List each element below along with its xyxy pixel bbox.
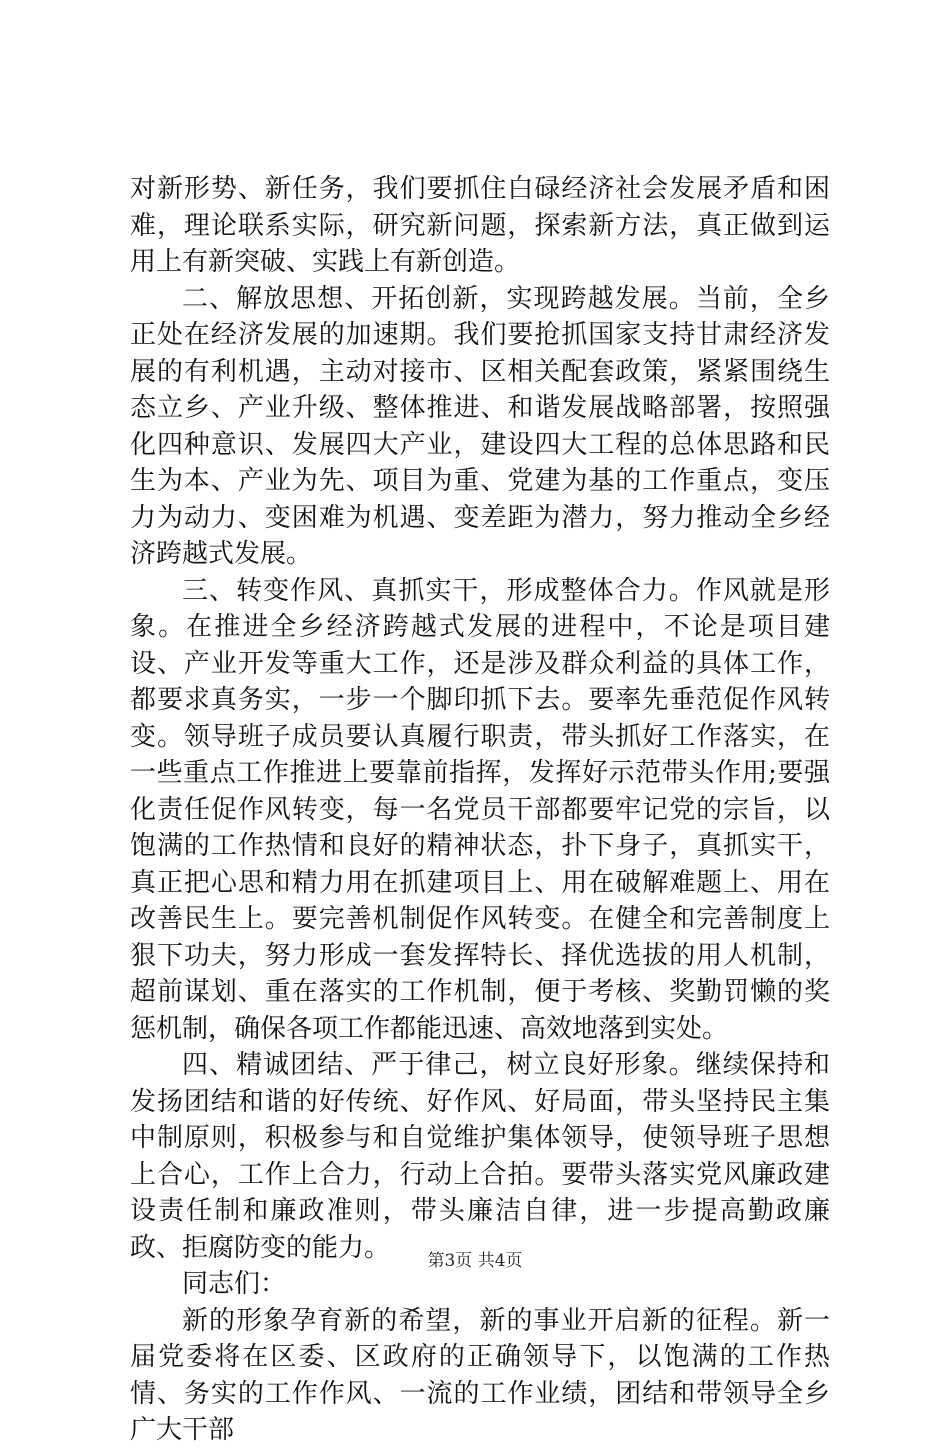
paragraph-continuation: 对新形势、新任务，我们要抓住白碌经济社会发展矛盾和困难，理论联系实际，研究新问题，探索新方法，真正做到运用上有新突破、实践上有新创造。 xyxy=(130,174,830,277)
paragraph-section-two: 二、解放思想、开拓创新，实现跨越发展。当前，全乡正处在经济发展的加速期。我们要抢抓国家支持甘肃经济发展的有利机遇，主动对接市、区相关配套政策，紧紧围绕生态立乡、产业升级、整体推进、和谐发展战略部署，按照强化四种意识、发展四大产业，建设四大工程的总体思路和民生为本、产业为先、项目为重、党建为基的工作重点，变压力为动力、变困难为机遇、变差距为潜力，努力推动全乡经济跨越式发展。 xyxy=(130,283,830,569)
paragraph-salutation: 同志们： xyxy=(182,1269,287,1299)
paragraph-section-four: 四、精诚团结、严于律己，树立良好形象。继续保持和发扬团结和谐的好传统、好作风、好局面，带头坚持民主集中制原则，积极参与和自觉维护集体领导，使领导班子思想上合心，工作上合力，行动上合拍。要带头落实党风廉政建设责任制和廉政准则，带头廉洁自律，进一步提高勤政廉政、拒腐防变的能力。 xyxy=(130,1050,830,1263)
paragraph-section-three: 三、转变作风、真抓实干，形成整体合力。作风就是形象。在推进全乡经济跨越式发展的进程中，不论是项目建设、产业开发等重大工作，还是涉及群众利益的具体工作，都要求真务实，一步一个脚印抓下去。要率先垂范促作风转变。领导班子成员要认真履行职责，带头抓好工作落实，在一些重点工作推进上要靠前指挥，发挥好示范带头作用;要强化责任促作风转变，每一名党员干部都要牢记党的宗旨，以饱满的工作热情和良好的精神状态，扑下身子，真抓实干，真正把心思和精力用在抓建项目上、用在破解难题上、用在改善民生上。要完善机制促作风转变。在健全和完善制度上狠下功夫，努力形成一套发挥特长、择优选拔的用人机制，超前谋划、重在落实的工作机制，便于考核、奖勤罚懒的奖惩机制，确保各项工作都能迅速、高效地落到实处。 xyxy=(130,575,830,1044)
page-number-footer: 第3页 共4页 xyxy=(427,1251,523,1271)
paragraph-closing: 新的形象孕育新的希望，新的事业开启新的征程。新一届党委将在区委、区政府的正确领导下，以饱满的工作热情、务实的工作作风、一流的工作业绩，团结和带领导全乡广大干部 xyxy=(130,1305,830,1445)
